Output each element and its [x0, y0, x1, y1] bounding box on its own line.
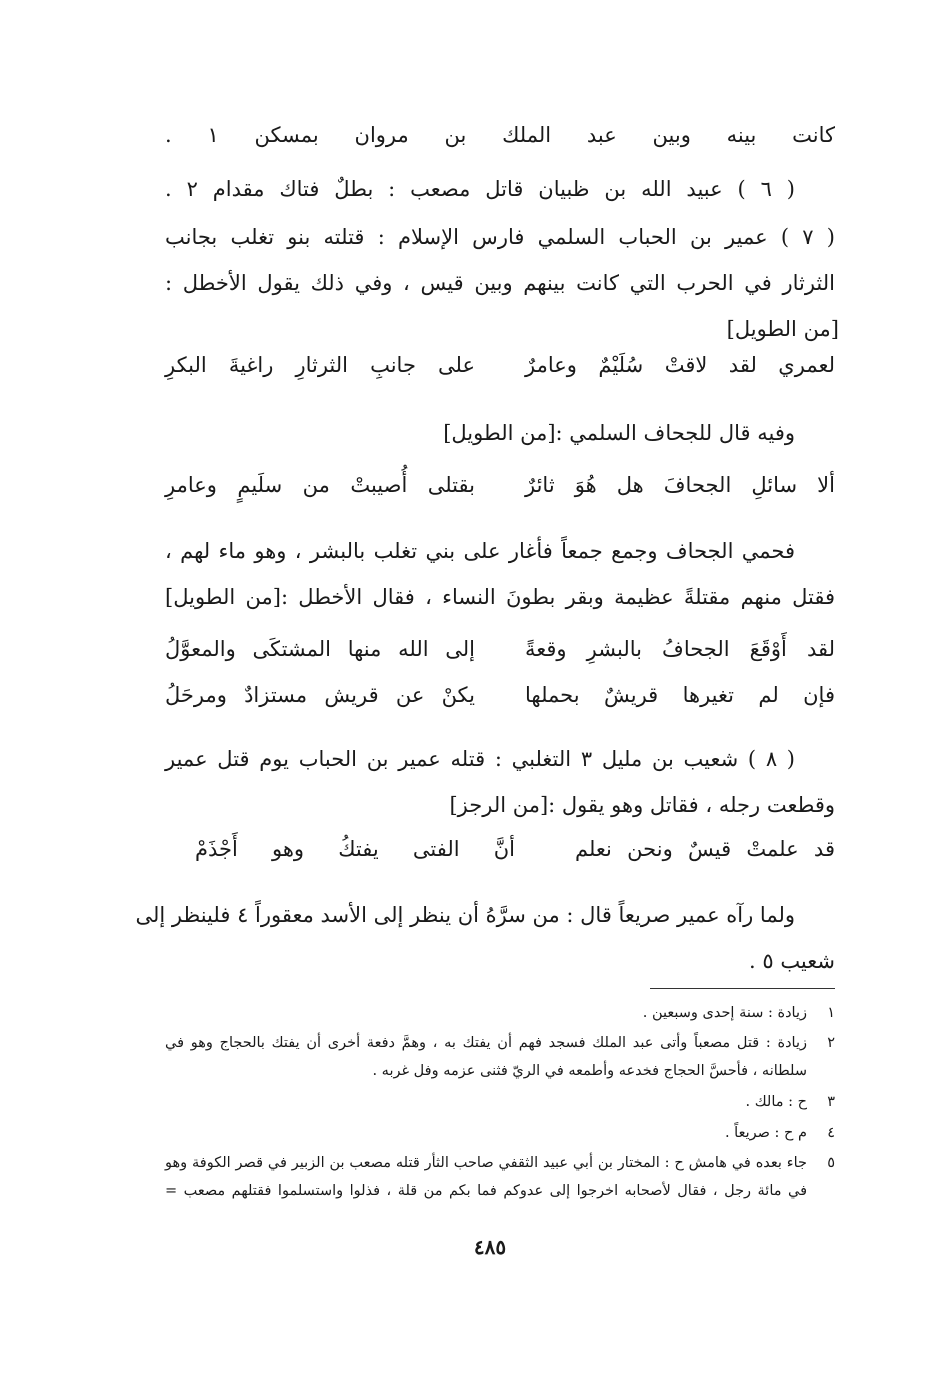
footnote-number: ٥ — [827, 1155, 835, 1171]
footnote-number: ٣ — [827, 1094, 835, 1110]
text-line: شعيب ٥ . — [749, 949, 835, 973]
meter-label: [من الطويل] — [726, 317, 839, 341]
text-line: ولما رآه عمير صريعاً قال : من سرَّهُ أن ينظر إلى الأسد معقوراً ٤ فلينظر إلى — [135, 903, 795, 927]
verse-second-hemistich: أنَّ الفتى يفتكُ وهو أَجْذَمْ — [195, 837, 515, 861]
text-line: فقتل منهم مقتلةً عظيمة وبقر بطونَ النساء ، فقال الأخطل :[من الطويل] — [165, 585, 835, 609]
verse-second-hemistich: إلى الله منها المشتكَى والمعوَّلُ — [165, 637, 475, 661]
verse-first-hemistich: فإن لم تغيرها قريشٌ بحملها — [525, 683, 835, 707]
footnote-text: ح : مالك . — [745, 1094, 807, 1110]
footnote-text: زيادة : سنة إحدى وسبعين . — [642, 1005, 807, 1021]
verse-first-hemistich: لعمري لقد لاقتْ سُلَيْمٌ وعامرٌ — [525, 353, 835, 377]
text-line: ( ٧ ) عمير بن الحباب السلمي فارس الإسلام : قتلته بنو تغلب بجانب — [165, 225, 835, 249]
footnote — [165, 1120, 835, 1146]
footnote-number: ١ — [827, 1005, 835, 1021]
verse — [165, 680, 835, 710]
footnote — [165, 1030, 835, 1056]
footnote — [165, 1000, 835, 1026]
verse-first-hemistich: ألا سائلِ الجحافَ هل هُوَ ثائرٌ — [525, 473, 835, 497]
page-number: ٤٨٥ — [473, 1235, 507, 1259]
footnote-divider — [650, 988, 835, 989]
verse-second-hemistich: يكنْ عن قريش مستزادٌ ومرحَلُ — [165, 683, 475, 707]
verse-second-hemistich: على جانبِ الثرثارِ راغيةَ البكرِ — [165, 353, 475, 377]
verse — [195, 834, 835, 864]
text-line: ( ٦ ) عبيد الله بن ظبيان قاتل مصعب : بطلٌ فتاك مقدام ٢ . — [165, 177, 795, 201]
footnote — [165, 1089, 835, 1115]
verse — [165, 350, 835, 380]
footnote-text: في مائة رجل ، فقال لأصحابه اخرجوا إلى عدوكم فما بكم من قلة ، فذلوا واستسلموا فقتلهم مصعب = — [165, 1183, 807, 1199]
footnote — [165, 1058, 835, 1084]
footnote-text: سلطانه ، فأحسَّ الحجاج فخدعه وأطمعه في الريّ فثنى عزمه وفل غربه . — [372, 1063, 807, 1079]
footnote-text: زيادة : قتل مصعباً وأتى عبد الملك فسجد فهم أن يفتك به ، وهمَّ دفعة أخرى أن يفتك بالحجاج وهو في — [165, 1035, 807, 1051]
footnote-text: م ح : صريعاً . — [724, 1125, 807, 1141]
verse — [165, 634, 835, 664]
verse-second-hemistich: بقتلى أُصيبتْ من سلَيمٍ وعامرِ — [165, 473, 475, 497]
text-line: فحمي الجحاف وجمع جمعاً فأغار على بني تغلب بالبشر ، وهو ماء لهم ، — [165, 539, 795, 563]
text-line: وفيه قال للجحاف السلمي :[من الطويل] — [443, 421, 795, 445]
footnote-number: ٤ — [827, 1125, 835, 1141]
text-line: الثرثار في الحرب التي كانت بينهم وبين قيس ، وفي ذلك يقول الأخطل : — [165, 271, 835, 295]
footnote-text: جاء بعده في هامش ح : المختار بن أبي عبيد الثقفي صاحب الثأر قتله مصعب بن الزبير في قصر الكوفة وهو — [165, 1155, 807, 1171]
footnote — [165, 1178, 835, 1204]
verse — [165, 470, 835, 500]
footnote — [165, 1150, 835, 1176]
text-line: كانت بينه وبين عبد الملك بن مروان بمسكن ١ . — [165, 123, 835, 147]
text-line: ( ٨ ) شعيب بن مليل ٣ التغلبي : قتله عمير بن الحباب يوم قتل عمير — [165, 747, 795, 771]
verse-first-hemistich: قد علمتْ قيسٌ ونحن نعلم — [575, 837, 835, 861]
verse-first-hemistich: لقد أَوْقَعَ الجحافُ بالبشرِ وقعةً — [525, 637, 835, 661]
text-line: وقطعت رجله ، فقاتل وهو يقول :[من الرجز] — [449, 793, 835, 817]
footnote-number: ٢ — [827, 1035, 835, 1051]
